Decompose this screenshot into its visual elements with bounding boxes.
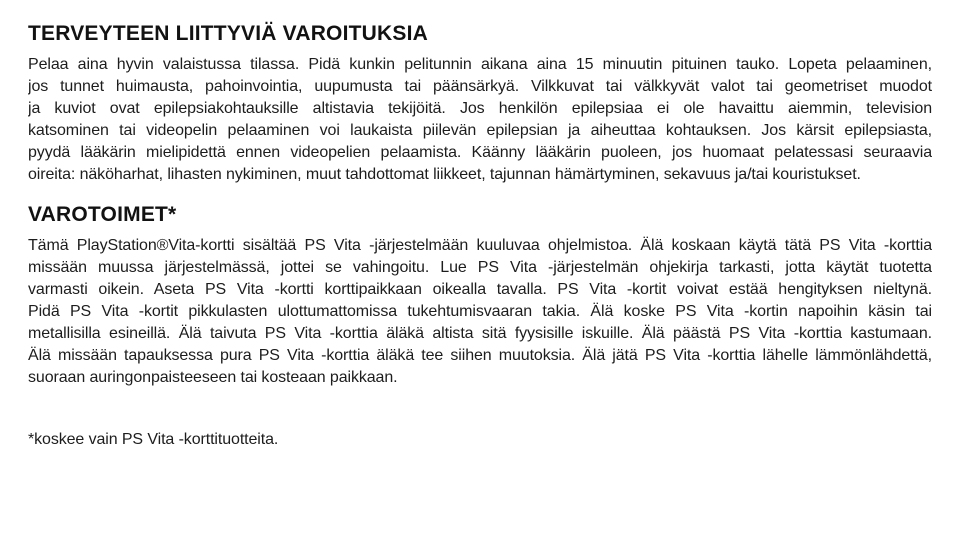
paragraph-line: Älä missään tapauksessa pura PS Vita -korttia äläkä tee siihen muutoksia. Älä jätä PS Vita -korttia lähelle lämmönlähdettä,: [28, 347, 932, 364]
health-warnings-heading: TERVEYTEEN LIITTYVIÄ VAROITUKSIA: [28, 22, 428, 45]
section-health-warnings: [28, 23, 932, 186]
section-precautions: [28, 204, 932, 389]
paragraph-line: Pidä PS Vita -kortit pikkulasten ulottumattomissa tukehtumisvaaran takia. Älä koske PS Vita -kortin napoihin käsin tai: [28, 303, 932, 320]
paragraph-line: Pelaa aina hyvin valaistussa tilassa. Pidä kunkin pelitunnin aikana aina 15 minuutin pituinen tauko. Lopeta pelaaminen,: [28, 56, 932, 73]
paragraph-line: ja kuviot ovat epilepsiakohtauksille altistavia tekijöitä. Jos henkilön epilepsiaa ei ole havaittu aiemmin, television: [28, 100, 932, 117]
paragraph-line: varmasti oikein. Aseta PS Vita -kortti korttipaikkaan oikealla tavalla. PS Vita -kortit voivat estää hengityksen nieltynä.: [28, 281, 932, 298]
paragraph-line: suoraan auringonpaisteeseen tai kosteaan paikkaan.: [28, 369, 398, 386]
paragraph-line: katsominen tai videopelin pelaaminen voi laukaista piilevän epilepsian ja aiheuttaa kohtauksen. Jos kärsit epilepsiasta,: [28, 122, 932, 139]
paragraph-line: pyydä lääkärin mielipidettä ennen videopelien pelaamista. Käänny lääkärin puoleen, jos huomaat pelatessasi seuraavia: [28, 144, 932, 161]
precautions-heading: VAROTOIMET*: [28, 203, 177, 226]
footnote: *koskee vain PS Vita -korttituotteita.: [28, 431, 279, 448]
paragraph-line: metallisilla esineillä. Älä taivuta PS Vita -korttia äläkä altista sitä fyysisille iskuille. Älä päästä PS Vita -korttia kastumaan.: [28, 325, 932, 342]
paragraph-line: jos tunnet huimausta, pahoinvointia, uupumusta tai päänsärkyä. Vilkkuvat tai välkkyvät valot tai geometriset muodot: [28, 78, 932, 95]
paragraph-line: oireita: näköharhat, lihasten nykiminen, muut tahdottomat liikkeet, tajunnan hämärtyminen, sekavuus ja/tai kouristukset.: [28, 166, 861, 183]
health-warnings-paragraph: [28, 54, 932, 186]
paragraph-line: missään muussa järjestelmässä, jottei se vahingoitu. Lue PS Vita -järjestelmän ohjekirja tarkasti, jotta käytät tuotetta: [28, 259, 932, 276]
precautions-paragraph: [28, 235, 932, 389]
paragraph-line: Tämä PlayStation®Vita-kortti sisältää PS Vita -järjestelmään kuuluvaa ohjelmistoa. Älä koskaan käytä tätä PS Vita -korttia: [28, 237, 932, 254]
